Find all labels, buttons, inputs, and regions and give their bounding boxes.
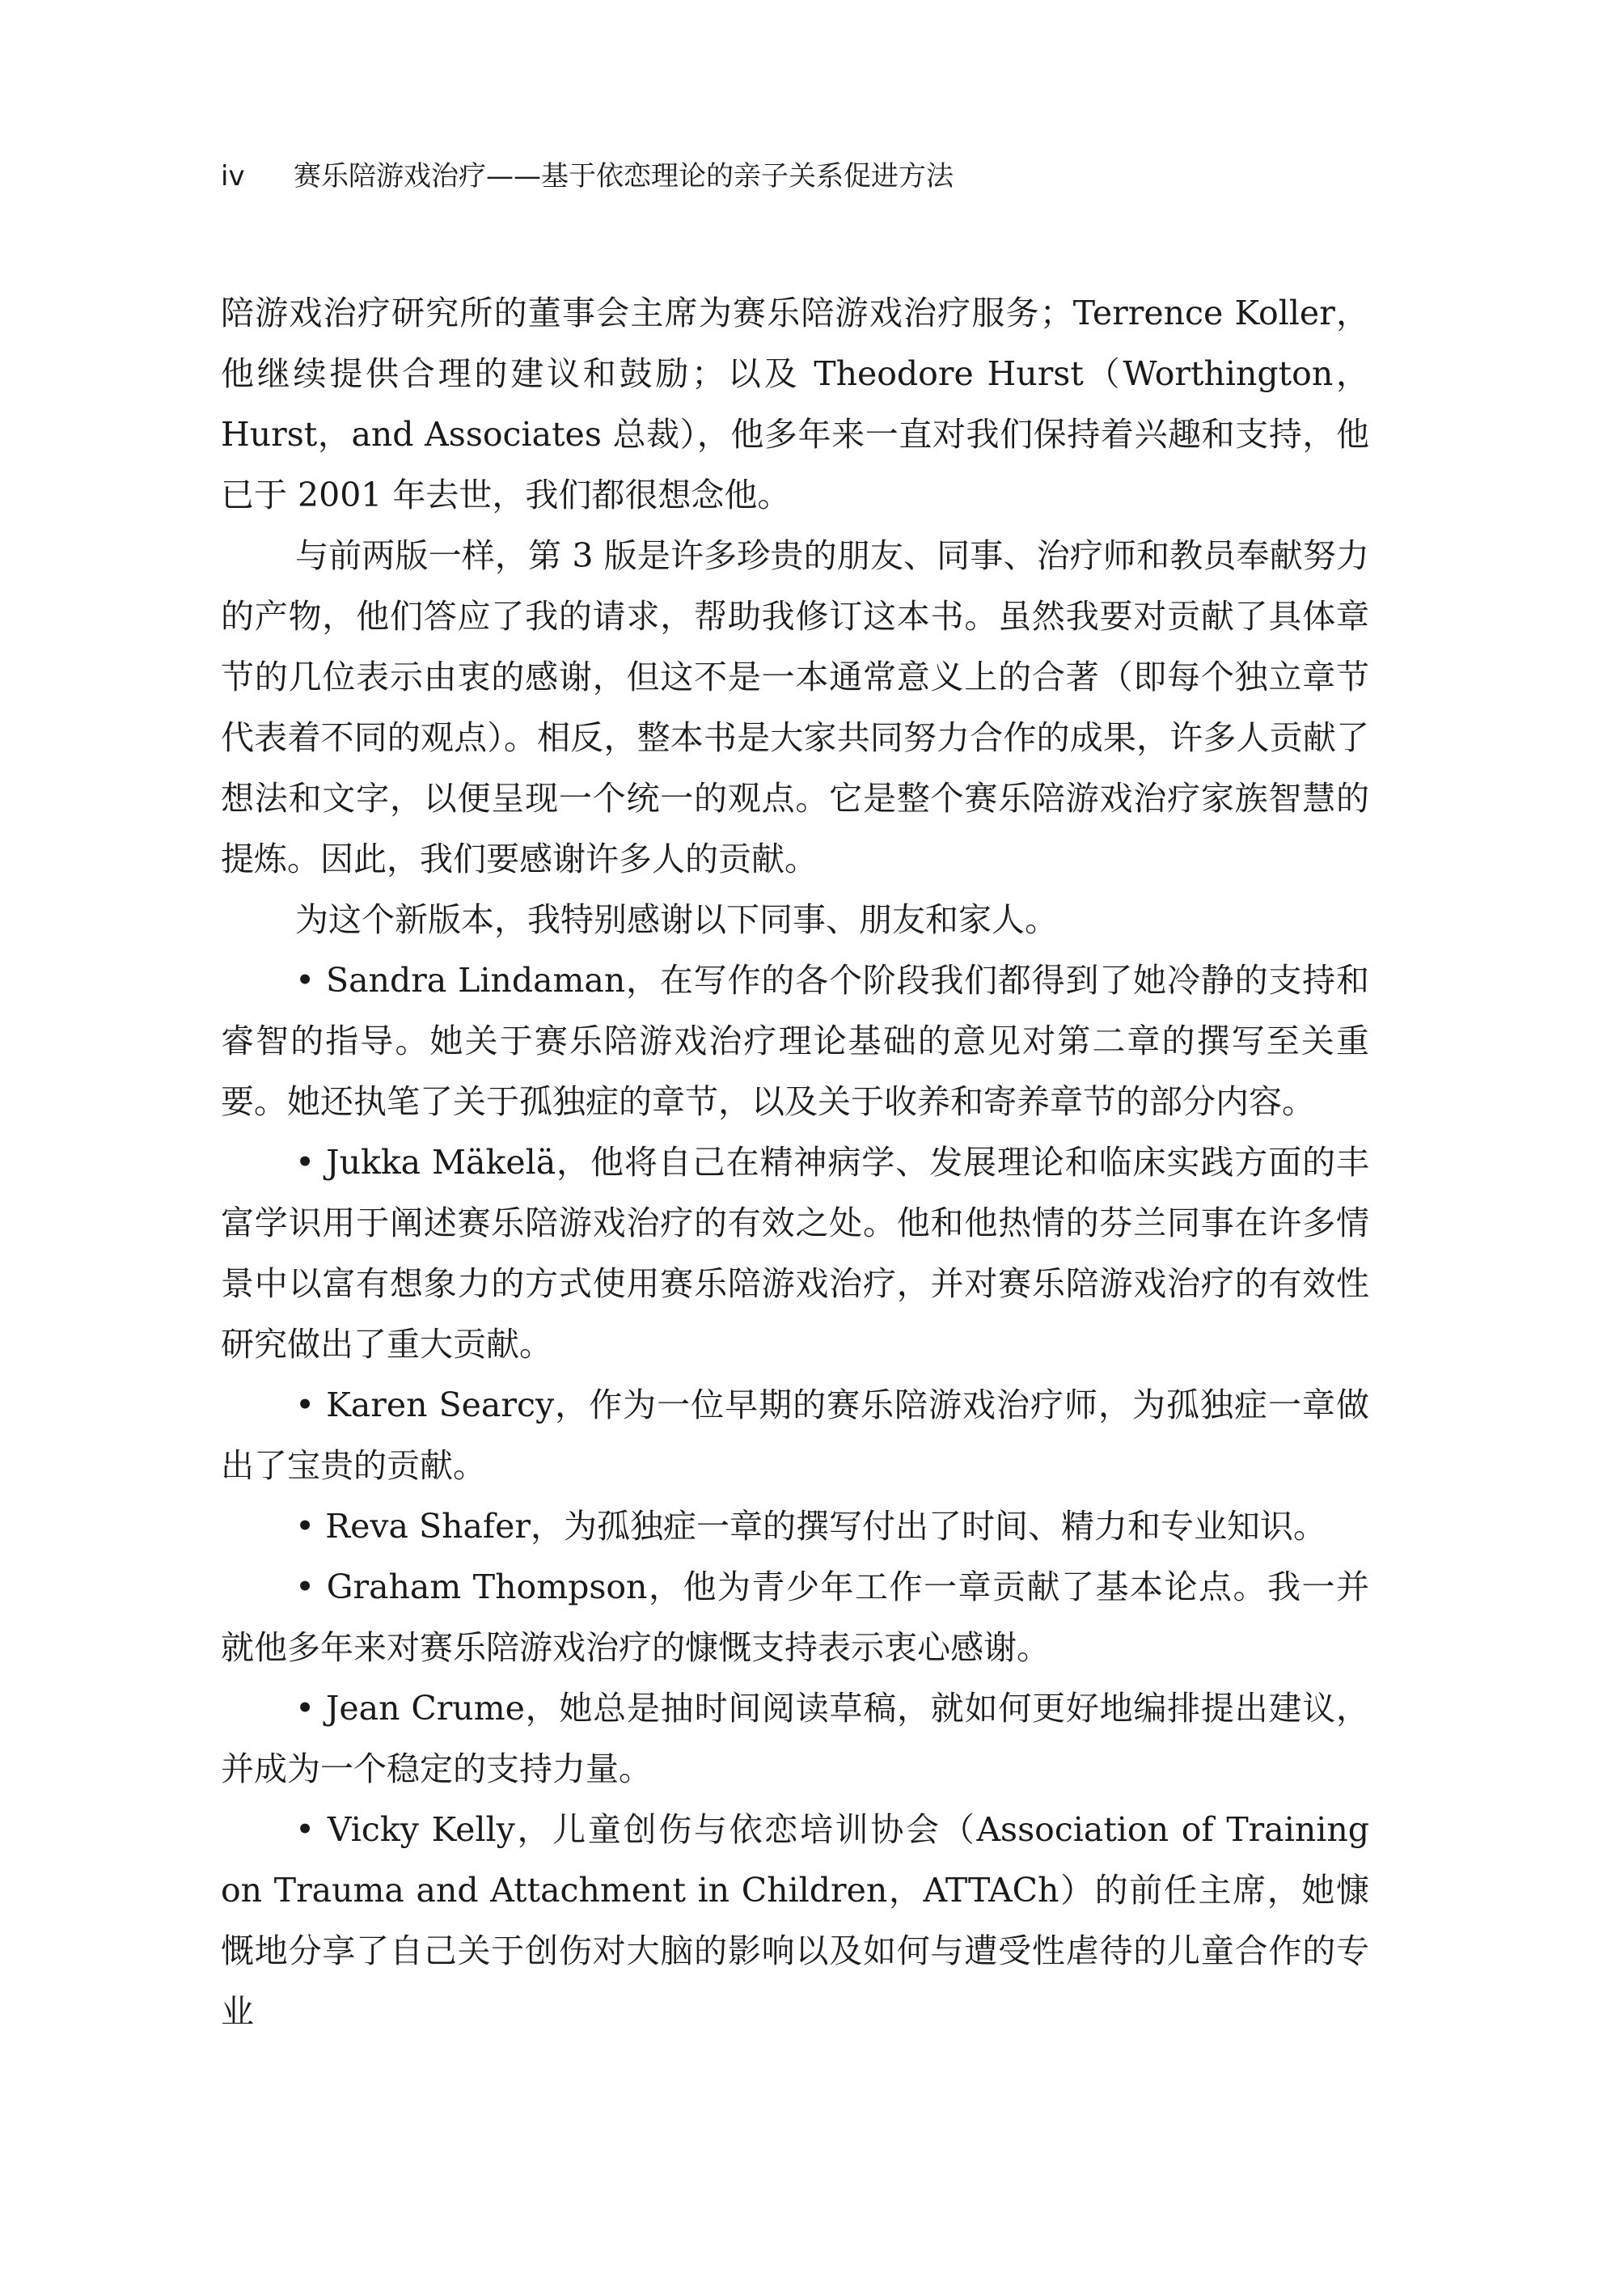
body-text xyxy=(221,283,1369,2042)
bullet-item: • Graham Thompson，他为青少年工作一章贡献了基本论点。我一并就他多年来对赛乐陪游戏治疗的慷慨支持表示衷心感谢。 xyxy=(221,1567,1369,1667)
page-number: iv xyxy=(221,160,245,192)
bullet-item: • Jukka Mäkelä，他将自己在精神病学、发展理论和临床实践方面的丰富学识用于阐述赛乐陪游戏治疗的有效之处。他和他热情的芬兰同事在许多情景中以富有想象力的方式使用赛乐陪游戏治疗，并对赛乐陪游戏治疗的有效性研究做出了重大贡献。 xyxy=(221,1143,1369,1364)
bullet-item: • Vicky Kelly，儿童创伤与依恋培训协会（Association of Training on Trauma and Attachment in Children，ATTACh）的前任主席，她慷慨地分享了自己关于创伤对大脑的影响以及如何与遭受性虐待的儿童合作的专业 xyxy=(221,1810,1369,2031)
running-header xyxy=(221,159,954,194)
paragraph-continuation: 陪游戏治疗研究所的董事会主席为赛乐陪游戏治疗服务；Terrence Koller，他继续提供合理的建议和鼓励；以及 Theodore Hurst（Worthington，Hurst，and Associates 总裁），他多年来一直对我们保持着兴趣和支持，他已于 2001 年去世，我们都很想念他。 xyxy=(221,294,1369,514)
paragraph: 与前两版一样，第 3 版是许多珍贵的朋友、同事、治疗师和教员奉献努力的产物，他们答应了我的请求，帮助我修订这本书。虽然我要对贡献了具体章节的几位表示由衷的感谢，但这不是一本通常意义上的合著（即每个独立章节代表着不同的观点）。相反，整本书是大家共同努力合作的成果，许多人贡献了想法和文字，以便呈现一个统一的观点。它是整个赛乐陪游戏治疗家族智慧的提炼。因此，我们要感谢许多人的贡献。 xyxy=(221,536,1369,878)
bullet-item: • Sandra Lindaman，在写作的各个阶段我们都得到了她冷静的支持和睿智的指导。她关于赛乐陪游戏治疗理论基础的意见对第二章的撰写至关重要。她还执笔了关于孤独症的章节，以及关于收养和寄养章节的部分内容。 xyxy=(221,961,1369,1121)
paragraph: 为这个新版本，我特别感谢以下同事、朋友和家人。 xyxy=(295,900,1058,939)
book-title: 赛乐陪游戏治疗——基于依恋理论的亲子关系促进方法 xyxy=(294,160,954,192)
bullet-item: • Jean Crume，她总是抽时间阅读草稿，就如何更好地编排提出建议，并成为一个稳定的支持力量。 xyxy=(221,1689,1369,1788)
bullet-item: • Karen Searcy，作为一位早期的赛乐陪游戏治疗师，为孤独症一章做出了宝贵的贡献。 xyxy=(221,1386,1369,1485)
bullet-item: • Reva Shafer，为孤独症一章的撰写付出了时间、精力和专业知识。 xyxy=(295,1507,1326,1546)
